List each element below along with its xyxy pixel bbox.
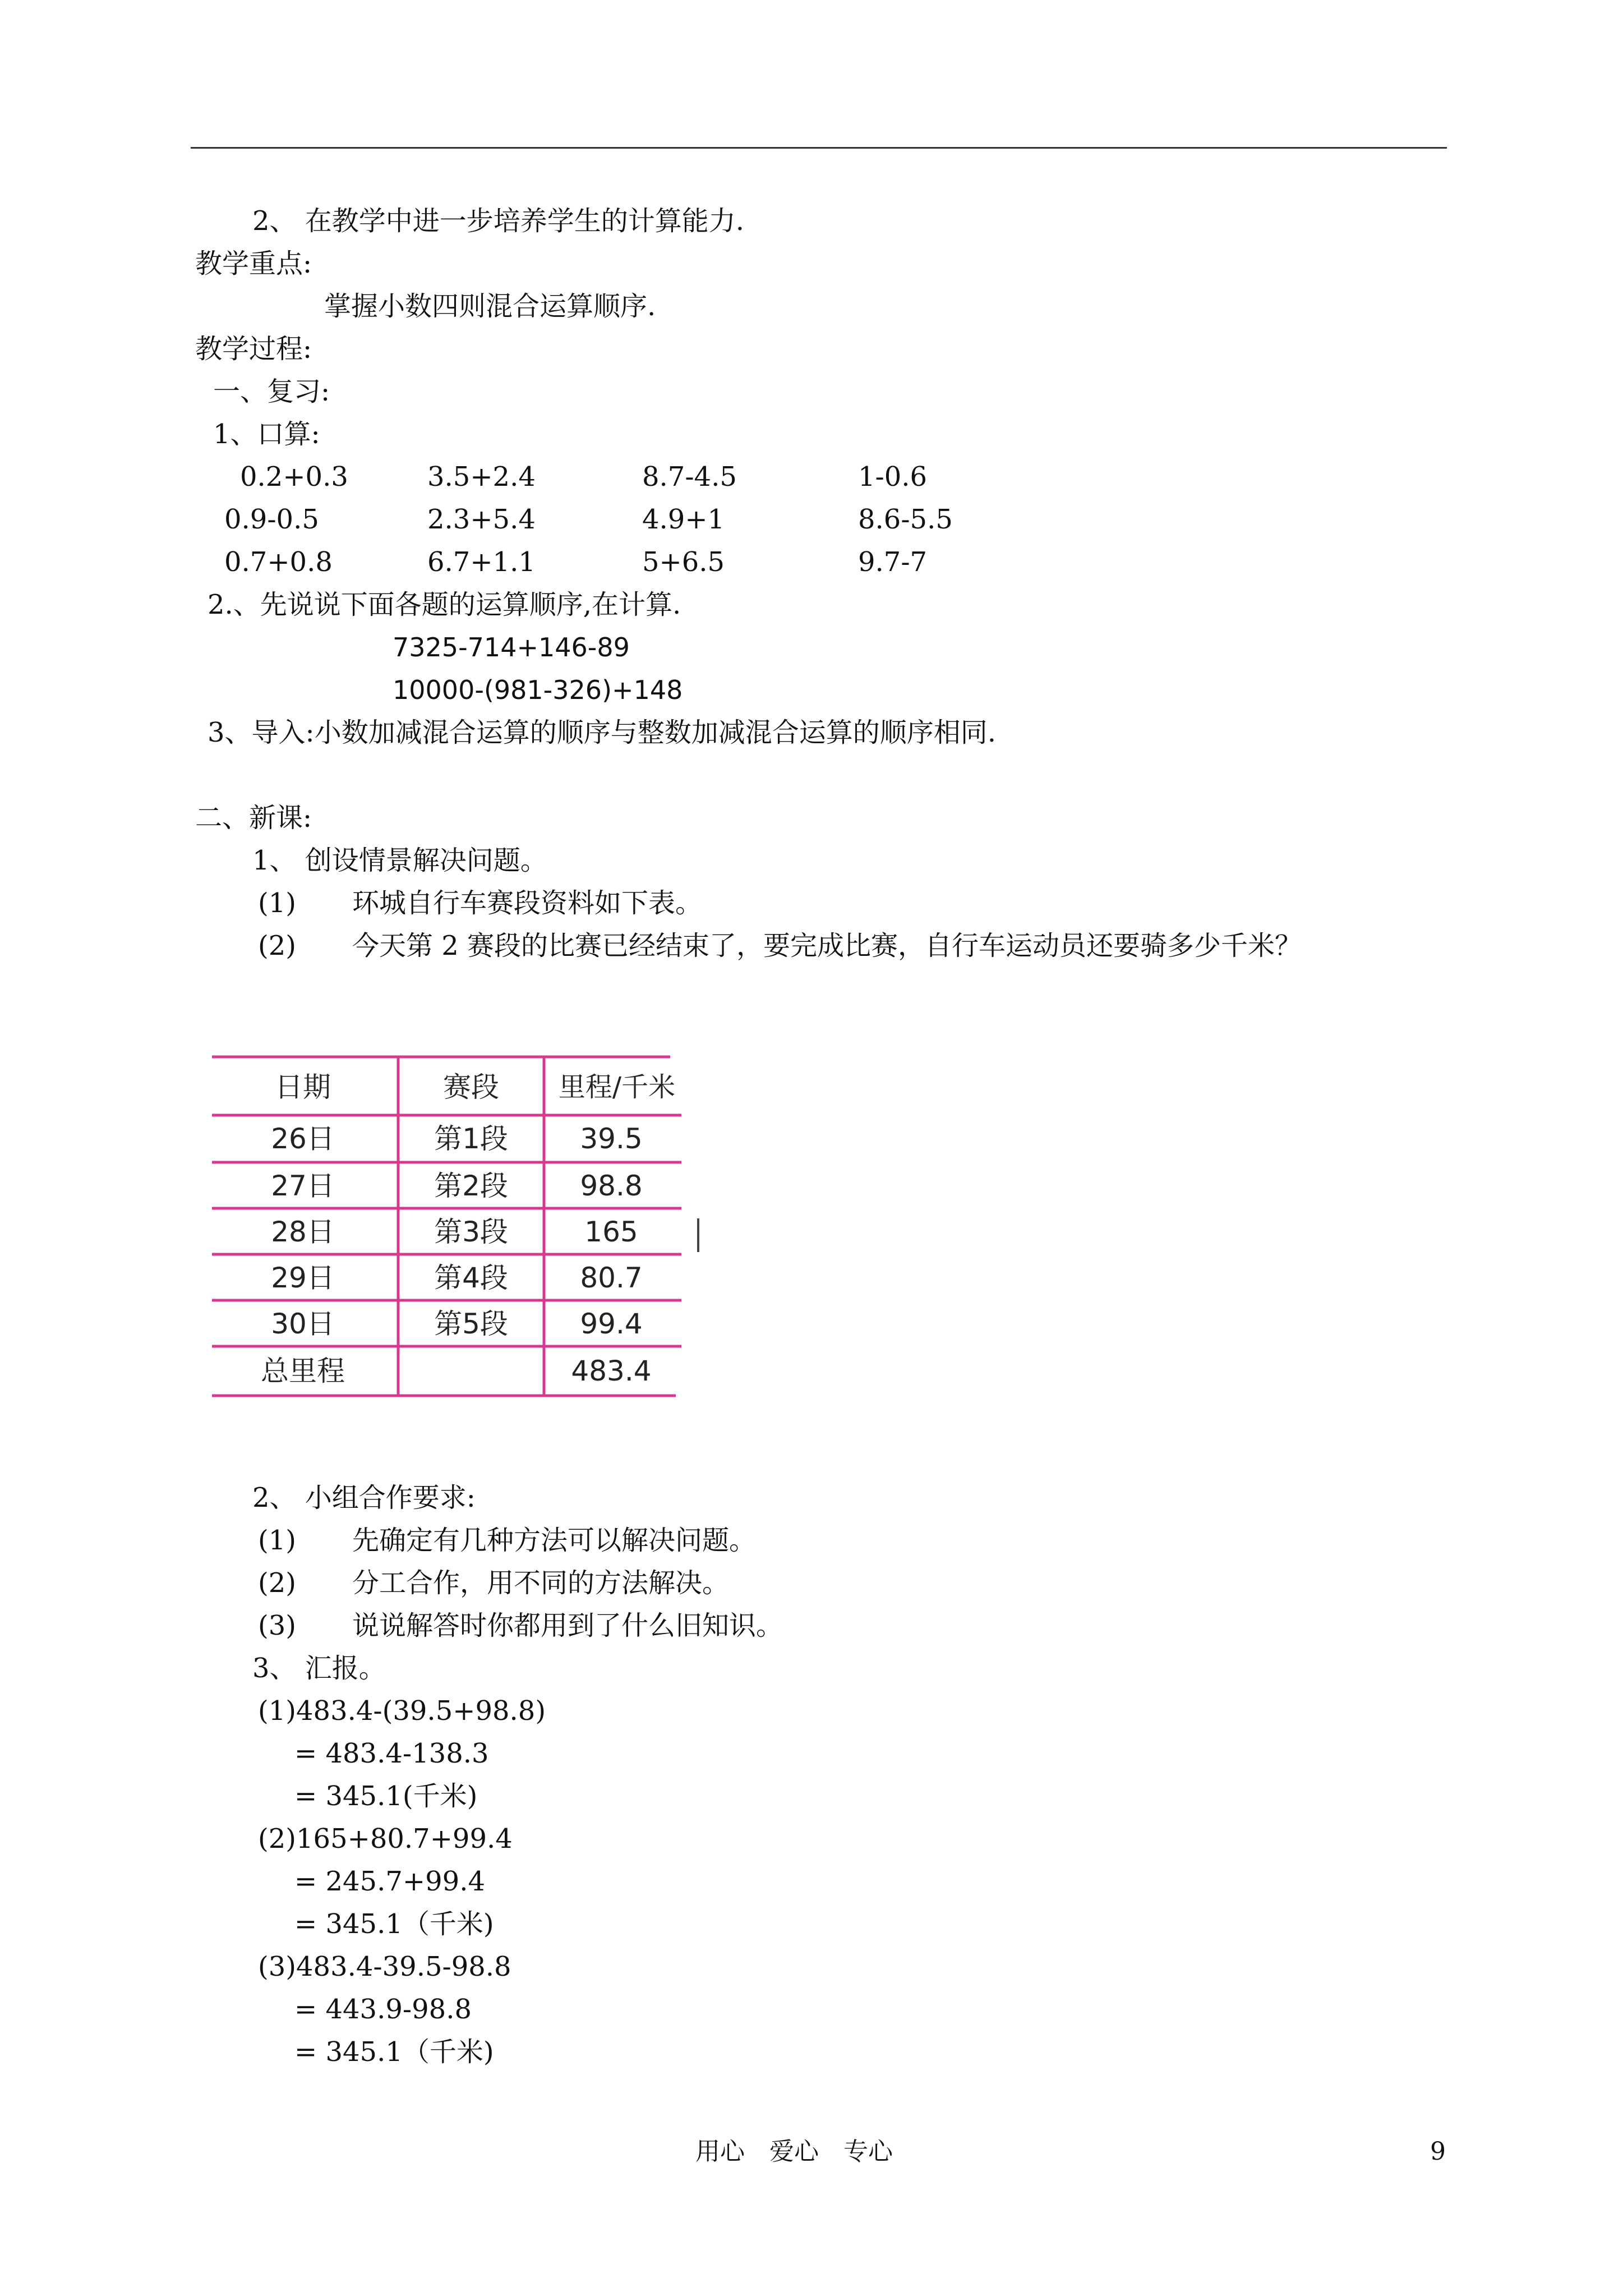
report-line: = 345.1（千米) bbox=[294, 1908, 494, 1940]
race-stage-table bbox=[208, 1050, 701, 1415]
scenario-heading: 1、 创设情景解决问题。 bbox=[252, 845, 547, 876]
report-line: = 245.7+99.4 bbox=[294, 1866, 485, 1897]
table-cell: 30日 bbox=[271, 1308, 335, 1340]
footer-motto: 用心 爱心 专心 bbox=[695, 2137, 893, 2166]
new-lesson-heading: 二、新课: bbox=[195, 802, 312, 834]
scenario-text-2: 今天第 2 赛段的比赛已经结束了，要完成比赛，自行车运动员还要骑多少千米？ bbox=[352, 930, 1302, 961]
report-line: (1)483.4-(39.5+98.8) bbox=[258, 1695, 546, 1727]
table-cell-total-value: 483.4 bbox=[571, 1355, 652, 1387]
report-line: (2)165+80.7+99.4 bbox=[258, 1823, 513, 1855]
oral-item: 2.3+5.4 bbox=[427, 504, 536, 535]
key-point-text: 掌握小数四则混合运算顺序. bbox=[324, 291, 656, 322]
intro-text: 3、导入:小数加减混合运算的顺序与整数加减混合运算的顺序相同. bbox=[208, 717, 996, 748]
table-cell: 第4段 bbox=[434, 1262, 508, 1294]
group-num-3: (3) bbox=[258, 1610, 296, 1641]
oral-item: 6.7+1.1 bbox=[427, 546, 536, 578]
table-header-stage: 赛段 bbox=[443, 1071, 499, 1103]
table-cell: 第5段 bbox=[434, 1308, 508, 1340]
oral-item: 9.7-7 bbox=[858, 546, 928, 578]
table-cell: 29日 bbox=[271, 1262, 335, 1294]
group-text-2: 分工合作，用不同的方法解决。 bbox=[352, 1567, 730, 1599]
table-header-distance: 里程/千米 bbox=[558, 1071, 676, 1103]
table-cell: 第2段 bbox=[434, 1170, 508, 1202]
table-cell: 80.7 bbox=[580, 1262, 643, 1294]
table-cell: 39.5 bbox=[580, 1122, 643, 1155]
oral-item: 8.6-5.5 bbox=[858, 504, 953, 535]
oral-item: 0.7+0.8 bbox=[224, 546, 333, 578]
oral-item: 5+6.5 bbox=[642, 546, 725, 578]
page-number: 9 bbox=[1430, 2137, 1446, 2166]
table-cell: 98.8 bbox=[580, 1170, 643, 1202]
oral-item: 0.2+0.3 bbox=[240, 461, 348, 493]
table-cell: 99.4 bbox=[580, 1308, 643, 1340]
header-rule bbox=[191, 147, 1447, 149]
key-point-heading: 教学重点: bbox=[195, 248, 312, 279]
scenario-text-1: 环城自行车赛段资料如下表。 bbox=[352, 887, 703, 919]
report-line: = 443.9-98.8 bbox=[294, 1994, 472, 2025]
order-item-1: 7325-714+146-89 bbox=[393, 632, 630, 662]
objective-2: 2、 在教学中进一步培养学生的计算能力. bbox=[252, 205, 745, 237]
group-text-1: 先确定有几种方法可以解决问题。 bbox=[352, 1525, 757, 1556]
report-line: = 345.1（千米) bbox=[294, 2036, 494, 2068]
table-cell-total-label: 总里程 bbox=[261, 1355, 345, 1387]
group-heading: 2、 小组合作要求: bbox=[252, 1482, 476, 1513]
oral-item: 3.5+2.4 bbox=[427, 461, 536, 493]
table-cell: 165 bbox=[584, 1216, 638, 1248]
order-heading: 2.、先说说下面各题的运算顺序,在计算. bbox=[208, 589, 681, 620]
order-item-2: 10000-(981-326)+148 bbox=[393, 675, 683, 705]
table-header-date: 日期 bbox=[275, 1071, 331, 1103]
oral-item: 4.9+1 bbox=[642, 504, 725, 535]
table-cell: 27日 bbox=[271, 1170, 335, 1202]
table-cell: 第1段 bbox=[434, 1122, 508, 1155]
group-text-3: 说说解答时你都用到了什么旧知识。 bbox=[352, 1610, 783, 1641]
table-cell: 28日 bbox=[271, 1216, 335, 1248]
process-heading: 教学过程: bbox=[195, 333, 312, 365]
table-cell: 26日 bbox=[271, 1122, 335, 1155]
report-heading: 3、 汇报。 bbox=[252, 1653, 386, 1684]
report-line: (3)483.4-39.5-98.8 bbox=[258, 1951, 511, 1982]
review-heading: 一、复习: bbox=[213, 376, 330, 407]
table-cell: 第3段 bbox=[434, 1216, 508, 1248]
oral-item: 0.9-0.5 bbox=[224, 504, 319, 535]
scenario-num-1: (1) bbox=[258, 887, 296, 919]
group-num-2: (2) bbox=[258, 1567, 296, 1599]
report-line: = 345.1(千米) bbox=[294, 1780, 478, 1812]
oral-item: 8.7-4.5 bbox=[642, 461, 737, 493]
oral-item: 1-0.6 bbox=[858, 461, 928, 493]
report-line: = 483.4-138.3 bbox=[294, 1738, 489, 1769]
scenario-num-2: (2) bbox=[258, 930, 296, 961]
group-num-1: (1) bbox=[258, 1525, 296, 1556]
oral-heading: 1、口算: bbox=[213, 418, 320, 450]
